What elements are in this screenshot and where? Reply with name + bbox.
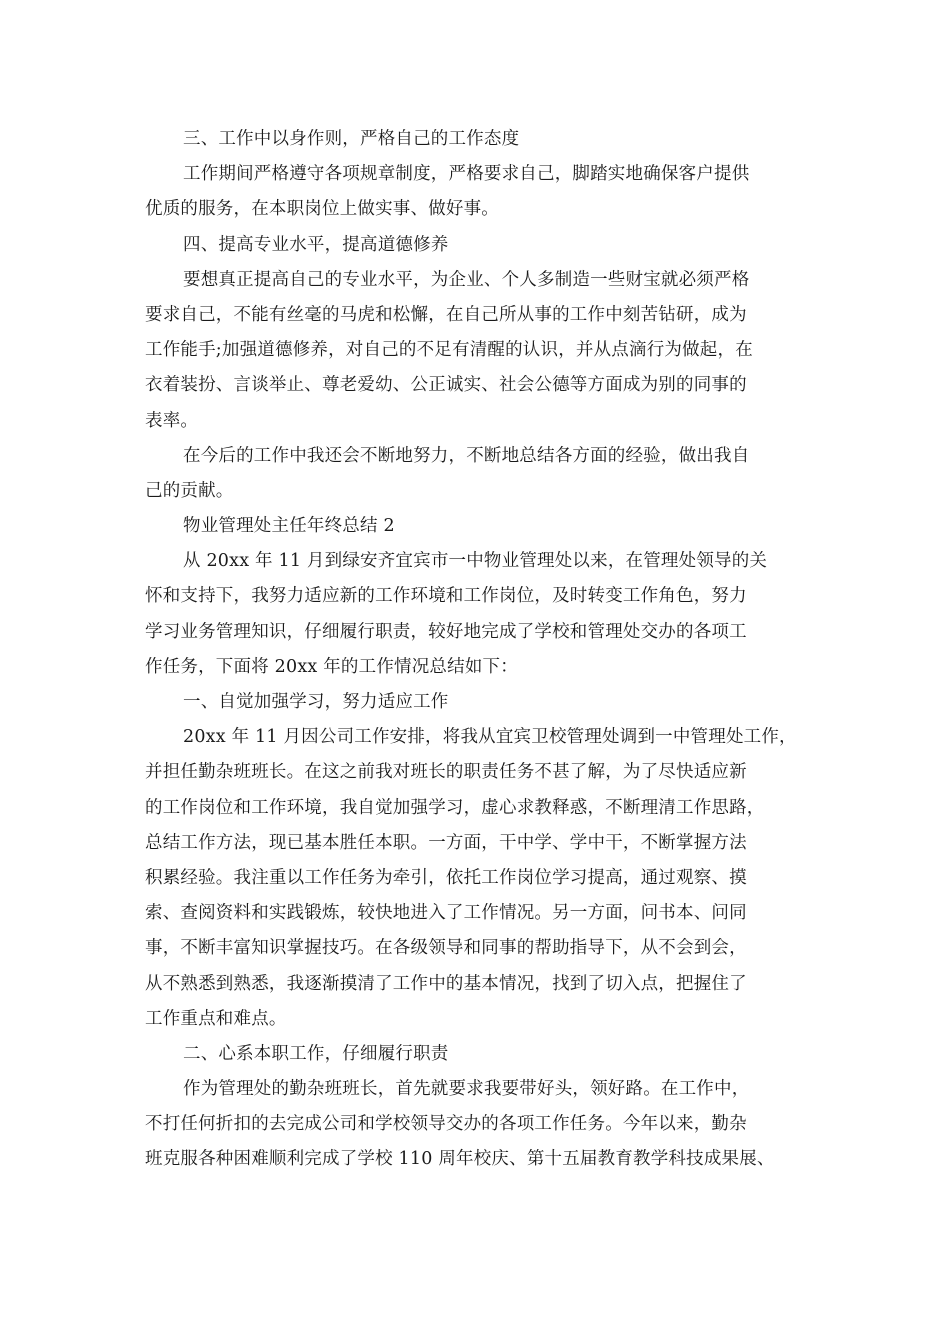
paragraph-line: 并担任勤杂班班长。在这之前我对班长的职责任务不甚了解，为了尽快适应新 [145, 762, 747, 783]
paragraph-line: 学习业务管理知识，仔细履行职责，较好地完成了学校和管理处交办的各项工 [145, 621, 747, 642]
paragraph-line: 从不熟悉到熟悉，我逐渐摸清了工作中的基本情况，找到了切入点，把握住了 [145, 973, 747, 994]
paragraph-first-line: 从 20xx 年 11 月到绿安齐宜宾市一中物业管理处以来，在管理处领导的关 [183, 551, 768, 572]
paragraph-line: 不打任何折扣的去完成公司和学校领导交办的各项工作任务。今年以来，勤杂 [145, 1114, 747, 1135]
paragraph-line: 衣着装扮、言谈举止、尊老爱幼、公正诚实、社会公德等方面成为别的同事的 [145, 375, 747, 396]
paragraph-first-line: 作为管理处的勤杂班班长，首先就要求我要带好头，领好路。在工作中， [183, 1079, 750, 1100]
paragraph-line: 工作能手;加强道德修养，对自己的不足有清醒的认识，并从点滴行为做起，在 [145, 340, 753, 361]
paragraph-first-line: 三、工作中以身作则，严格自己的工作态度 [183, 129, 520, 149]
document-body [145, 122, 835, 1178]
paragraph-line: 索、查阅资料和实践锻炼，较快地进入了工作情况。另一方面，问书本、问同 [145, 903, 747, 924]
paragraph-first-line: 工作期间严格遵守各项规章制度，严格要求自己，脚踏实地确保客户提供 [183, 164, 750, 185]
paragraph-line: 总结工作方法，现已基本胜任本职。一方面，干中学、学中干，不断掌握方法 [145, 832, 747, 853]
paragraph-line: 作任务，下面将 20xx 年的工作情况总结如下： [145, 656, 518, 677]
paragraph-first-line: 四、提高专业水平，提高道德修养 [183, 234, 449, 255]
paragraph-first-line: 在今后的工作中我还会不断地努力，不断地总结各方面的经验，做出我自 [183, 445, 750, 466]
paragraph-line: 班克服各种困难顺利完成了学校 110 周年校庆、第十五届教育教学科技成果展、 [145, 1149, 775, 1170]
paragraph-line: 工作重点和难点。 [145, 1008, 287, 1029]
paragraph-line: 怀和支持下，我努力适应新的工作环境和工作岗位，及时转变工作角色，努力 [145, 586, 747, 607]
paragraph-line: 己的贡献。 [145, 480, 234, 501]
paragraph-first-line: 一、自觉加强学习，努力适应工作 [183, 692, 449, 712]
paragraph-first-line: 20xx 年 11 月因公司工作安排，将我从宜宾卫校管理处调到一中管理处工作， [183, 727, 797, 748]
paragraph-line: 表率。 [145, 410, 199, 431]
paragraph-line: 优质的服务，在本职岗位上做实事、做好事。 [145, 199, 499, 220]
paragraph-line: 的工作岗位和工作环境，我自觉加强学习，虚心求教释惑，不断理清工作思路， [145, 797, 765, 818]
paragraph-first-line: 物业管理处主任年终总结 2 [183, 516, 395, 537]
paragraph-line: 积累经验。我注重以工作任务为牵引，依托工作岗位学习提高，通过观察、摸 [145, 867, 747, 888]
paragraph-first-line: 要想真正提高自己的专业水平，为企业、个人多制造一些财宝就必须严格 [183, 269, 750, 290]
paragraph-line: 要求自己，不能有丝毫的马虎和松懈，在自己所从事的工作中刻苦钻研，成为 [145, 304, 747, 325]
paragraph-line: 事，不断丰富知识掌握技巧。在各级领导和同事的帮助指导下，从不会到会， [145, 938, 747, 959]
paragraph-first-line: 二、心系本职工作，仔细履行职责 [183, 1043, 449, 1064]
